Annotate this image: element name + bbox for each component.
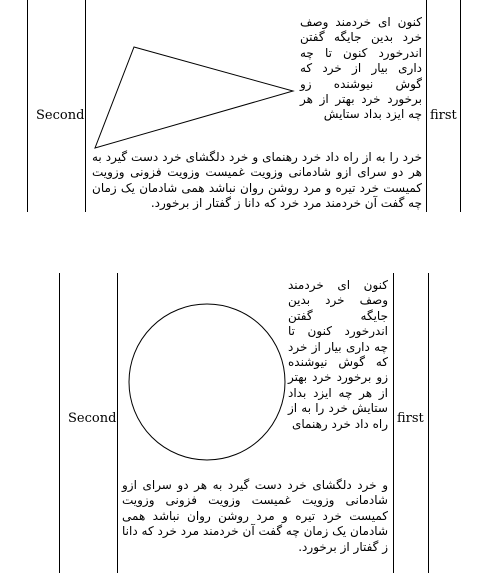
table2-full-text: و خرد دلگشای خرد دست گیرد به هر دو سرای ازو شادمانی وزویت غمیست وزویت فزونی وزویت كمیست خرد تیره و مرد روشن روان نباشد همی شادمان یک زمان چه گفت آن خردمند مرد خرد كه دانا ز گفتار از برخورد. xyxy=(122,478,388,554)
table1-wrapped-text: كنون ای خردمند وصف خرد بدین جایگه گفتن اندرخورد كنون تا چه داری بیار از خرد كه گوش نیوشنده زو برخورد خرد بهتر از هر چه ایزد بداد ستایش xyxy=(300,15,422,122)
table1-full-text: خرد را به از راه داد خرد رهنمای و خرد دلگشای خرد دست گیرد به هر دو سرای ازو شادمانی وزویت غمیست وزویت فزونی وزویت كمیست خرد تیره و مرد روشن روان نباشد همی شادمان یک زمان چه گفت آن خردمند مرد خرد كه دانا ز گفتار از برخورد. xyxy=(92,150,422,211)
table2-wrapped-text: كنون ای خردمند وصف خرد بدین جایگه گفتن اندرخورد كنون تا چه داری بیار از خرد كه گوش نیوشنده زو برخورد خرد بهتر از هر چه ایزد بداد ستایش خرد را به از راه داد خرد رهنمای xyxy=(288,278,388,431)
table2-left-label: Second xyxy=(68,411,117,426)
table1-right-label: first xyxy=(430,108,457,123)
table2-right-label: first xyxy=(397,411,424,426)
table1-left-label: Second xyxy=(36,108,85,123)
